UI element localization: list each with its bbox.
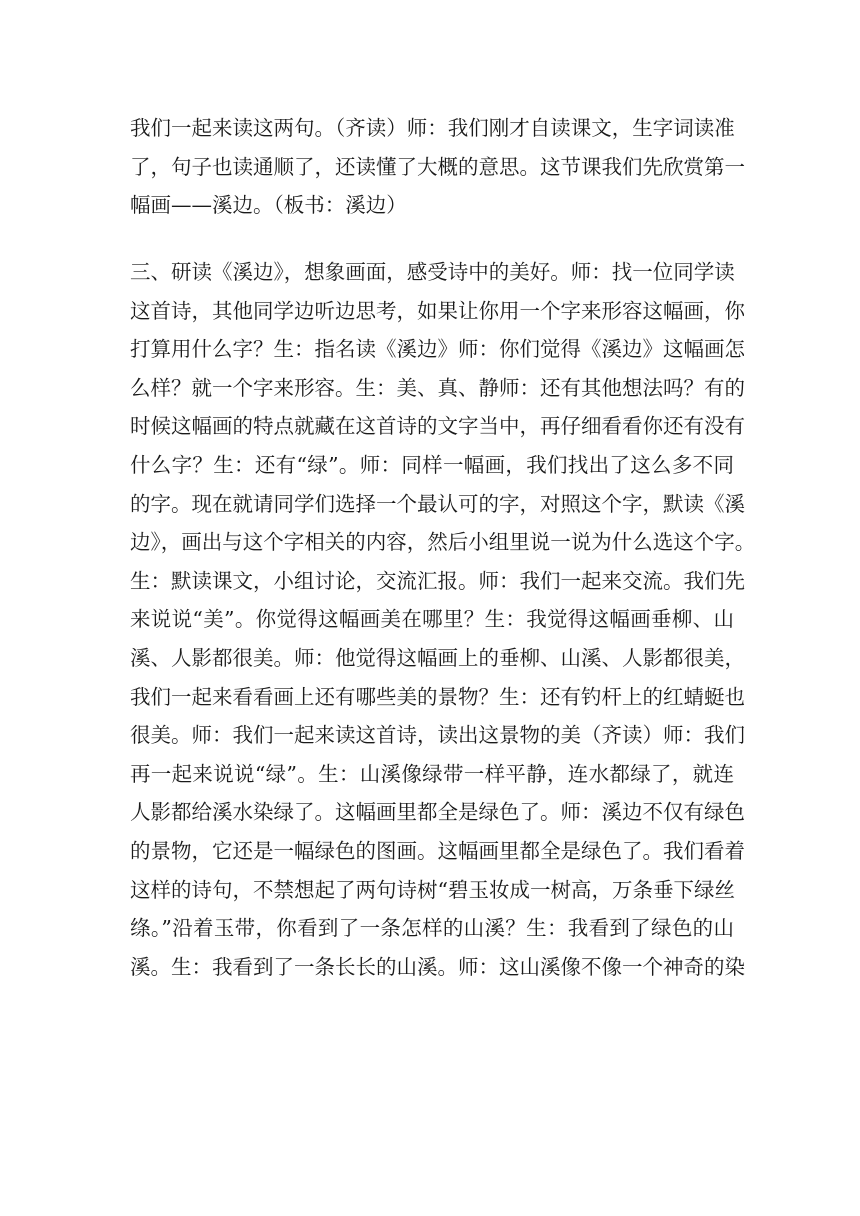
paragraph-line: 的字。现在就请同学们选择一个最认可的字，对照这个字，默读《溪: [130, 491, 745, 516]
paragraph-line: 么样？就一个字来形容。生：美、真、静师：还有其他想法吗？有的: [130, 375, 745, 400]
paragraph-line: 三、研读《溪边》，想象画面，感受诗中的美好。师：找一位同学读: [130, 260, 735, 284]
paragraph-line: 的景物，它还是一幅绿色的图画。这幅画里都全是绿色了。我们看着: [130, 838, 745, 863]
paragraph-2: [130, 253, 756, 986]
paragraph-line: 打算用什么字？生：指名读《溪边》师：你们觉得《溪边》这幅画怎: [130, 337, 745, 362]
paragraph-line: 溪。生：我看到了一条长长的山溪。师：这山溪像不像一个神奇的染: [130, 954, 745, 979]
paragraph-line: 我们一起来看看画上还有哪些美的景物？生：还有钓杆上的红蜻蜓也: [130, 684, 745, 709]
paragraph-line: 来说说“美”。你觉得这幅画美在哪里？生：我觉得这幅画垂柳、山: [130, 607, 734, 632]
paragraph-line: 时候这幅画的特点就藏在这首诗的文字当中，再仔细看看你还有没有: [130, 414, 745, 439]
paragraph-line: 边》，画出与这个字相关的内容，然后小组里说一说为什么选这个字。: [130, 530, 756, 555]
paragraph-line: 溪、人影都很美。师：他觉得这幅画上的垂柳、山溪、人影都很美，: [130, 645, 745, 670]
paragraph-line: 很美。师：我们一起来读这首诗，读出这景物的美（齐读）师：我们: [130, 723, 745, 748]
paragraph-line: 再一起来说说“绿”。生：山溪像绿带一样平静，连水都绿了，就连: [130, 761, 734, 786]
paragraph-line: 生：默读课文，小组讨论，交流汇报。师：我们一起来交流。我们先: [130, 568, 745, 593]
paragraph-line: 人影都给溪水染绿了。这幅画里都全是绿色了。师：溪边不仅有绿色: [130, 800, 745, 825]
paragraph-1: [130, 109, 745, 225]
paragraph-line: 绦。”沿着玉带，你看到了一条怎样的山溪？生：我看到了绿色的山: [130, 916, 734, 941]
paragraph-line: 我们一起来读这两句。（齐读）师：我们刚才自读课文，生字词读准: [130, 116, 735, 140]
paragraph-line: 了，句子也读通顺了，还读懂了大概的意思。这节课我们先欣赏第一: [130, 154, 745, 179]
paragraph-line: 什么字？生：还有“绿”。师：同样一幅画，我们找出了这么多不同: [130, 452, 734, 477]
paragraph-line: 这首诗，其他同学边听边思考，如果让你用一个字来形容这幅画，你: [130, 298, 745, 323]
paragraph-line: 这样的诗句，不禁想起了两句诗树“碧玉妆成一树高，万条垂下绿丝: [130, 877, 735, 902]
paragraph-line: 幅画——溪边。（板书：溪边）: [130, 193, 407, 218]
